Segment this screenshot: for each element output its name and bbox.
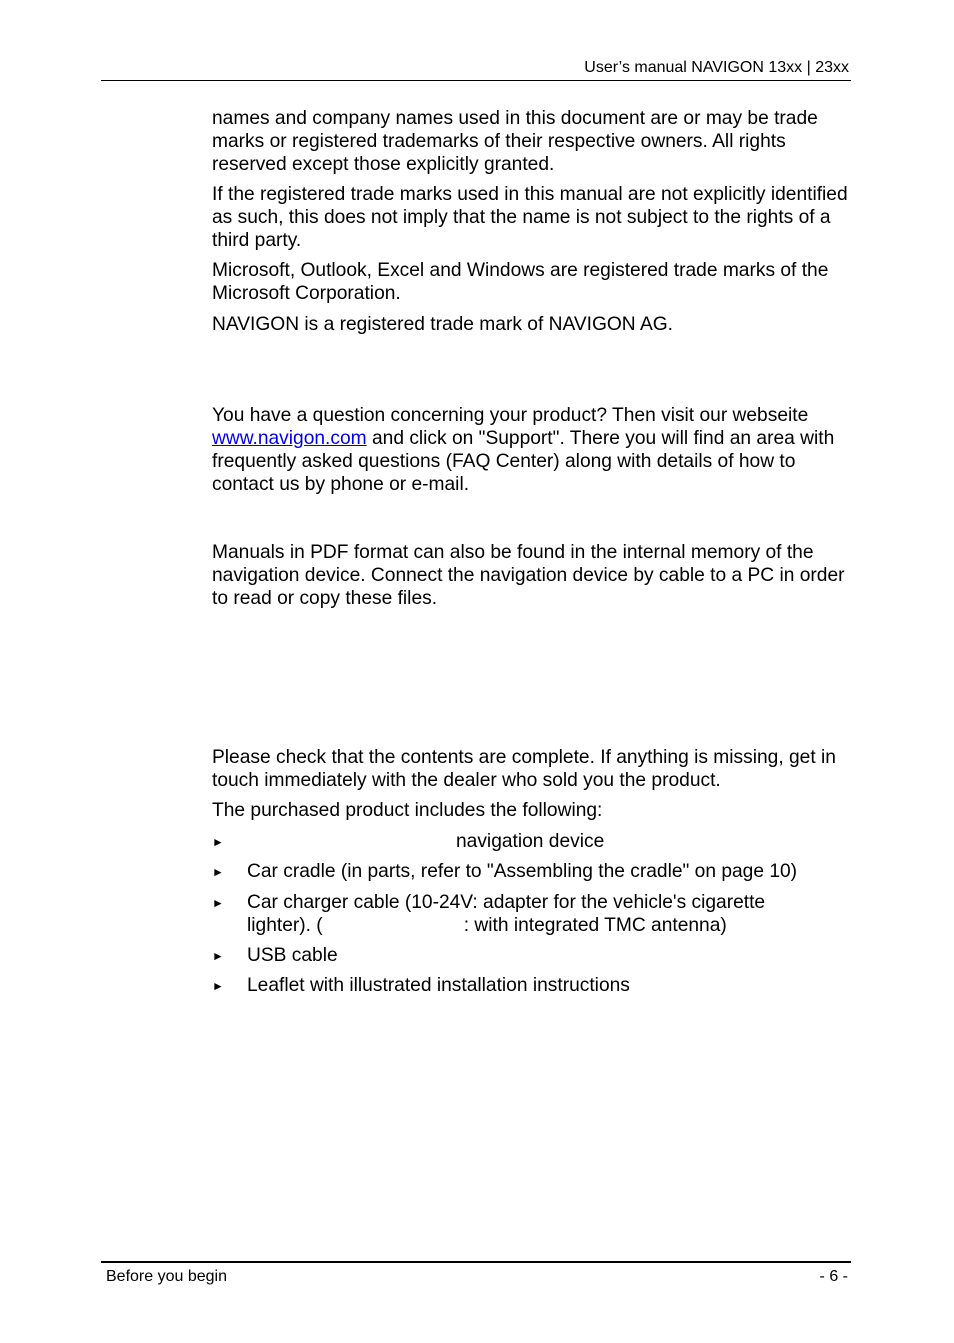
bullet-arrow-icon: ► [212, 835, 224, 849]
bullet-arrow-icon: ► [212, 949, 224, 963]
list-item [212, 974, 852, 997]
bullet-arrow-icon: ► [212, 865, 224, 879]
support-paragraph [212, 404, 852, 496]
header-title: User’s manual NAVIGON 13xx | 23xx [584, 59, 849, 76]
package-check-paragraph: Please check that the contents are complete. If anything is missing, get in touch immediately with the dealer who sold you the product. [212, 747, 836, 791]
trademark-paragraph-3: Microsoft, Outlook, Excel and Windows are registered trade marks of the Microsoft Corporation. [212, 260, 829, 304]
list-item-text: : with integrated TMC antenna) [463, 915, 727, 936]
list-item [212, 891, 852, 937]
support-intro: You have a question concerning your product? Then visit our webseite [212, 405, 809, 426]
footer-page-number: - 6 - [819, 1268, 848, 1285]
footer-section-title: Before you begin [106, 1268, 227, 1285]
trademark-paragraph-2: If the registered trade marks used in this manual are not explicitly identified as such, this does not imply that the name is not subject to the rights of a third party. [212, 184, 848, 251]
list-item-text: navigation device [456, 831, 605, 852]
list-item-text: Car charger cable (10-24V: adapter for the vehicle's cigarette [247, 892, 766, 913]
list-item-text: Car cradle (in parts, refer to "Assembling the cradle" on page 10) [247, 861, 798, 882]
trademark-paragraph-1: names and company names used in this document are or may be trade marks or registered trademarks of their respective owners. All rights reserved except those explicitly granted. [212, 108, 818, 175]
list-item [212, 830, 852, 853]
bullet-arrow-icon: ► [212, 979, 224, 993]
bullet-arrow-icon: ► [212, 896, 224, 910]
list-item [212, 944, 852, 967]
support-rest: and click on "Support". There you will find an area with frequently asked questions (FAQ Center) along with details of how to contact us by phone or e-mail. [212, 428, 835, 495]
list-item [212, 860, 852, 883]
manuals-paragraph: Manuals in PDF format can also be found in the internal memory of the navigation device. Connect the navigation device by cable to a PC in order to read or copy these files. [212, 542, 845, 609]
header-divider [101, 80, 851, 81]
list-item-text: Leaflet with illustrated installation instructions [247, 975, 630, 996]
list-item-text: lighter). ( [247, 915, 323, 936]
navigon-website-link[interactable]: www.navigon.com [212, 428, 367, 449]
footer-divider [101, 1261, 851, 1263]
list-item-text: USB cable [247, 945, 338, 966]
trademark-paragraph-4: NAVIGON is a registered trade mark of NAVIGON AG. [212, 314, 673, 335]
package-includes-paragraph: The purchased product includes the following: [212, 800, 603, 821]
